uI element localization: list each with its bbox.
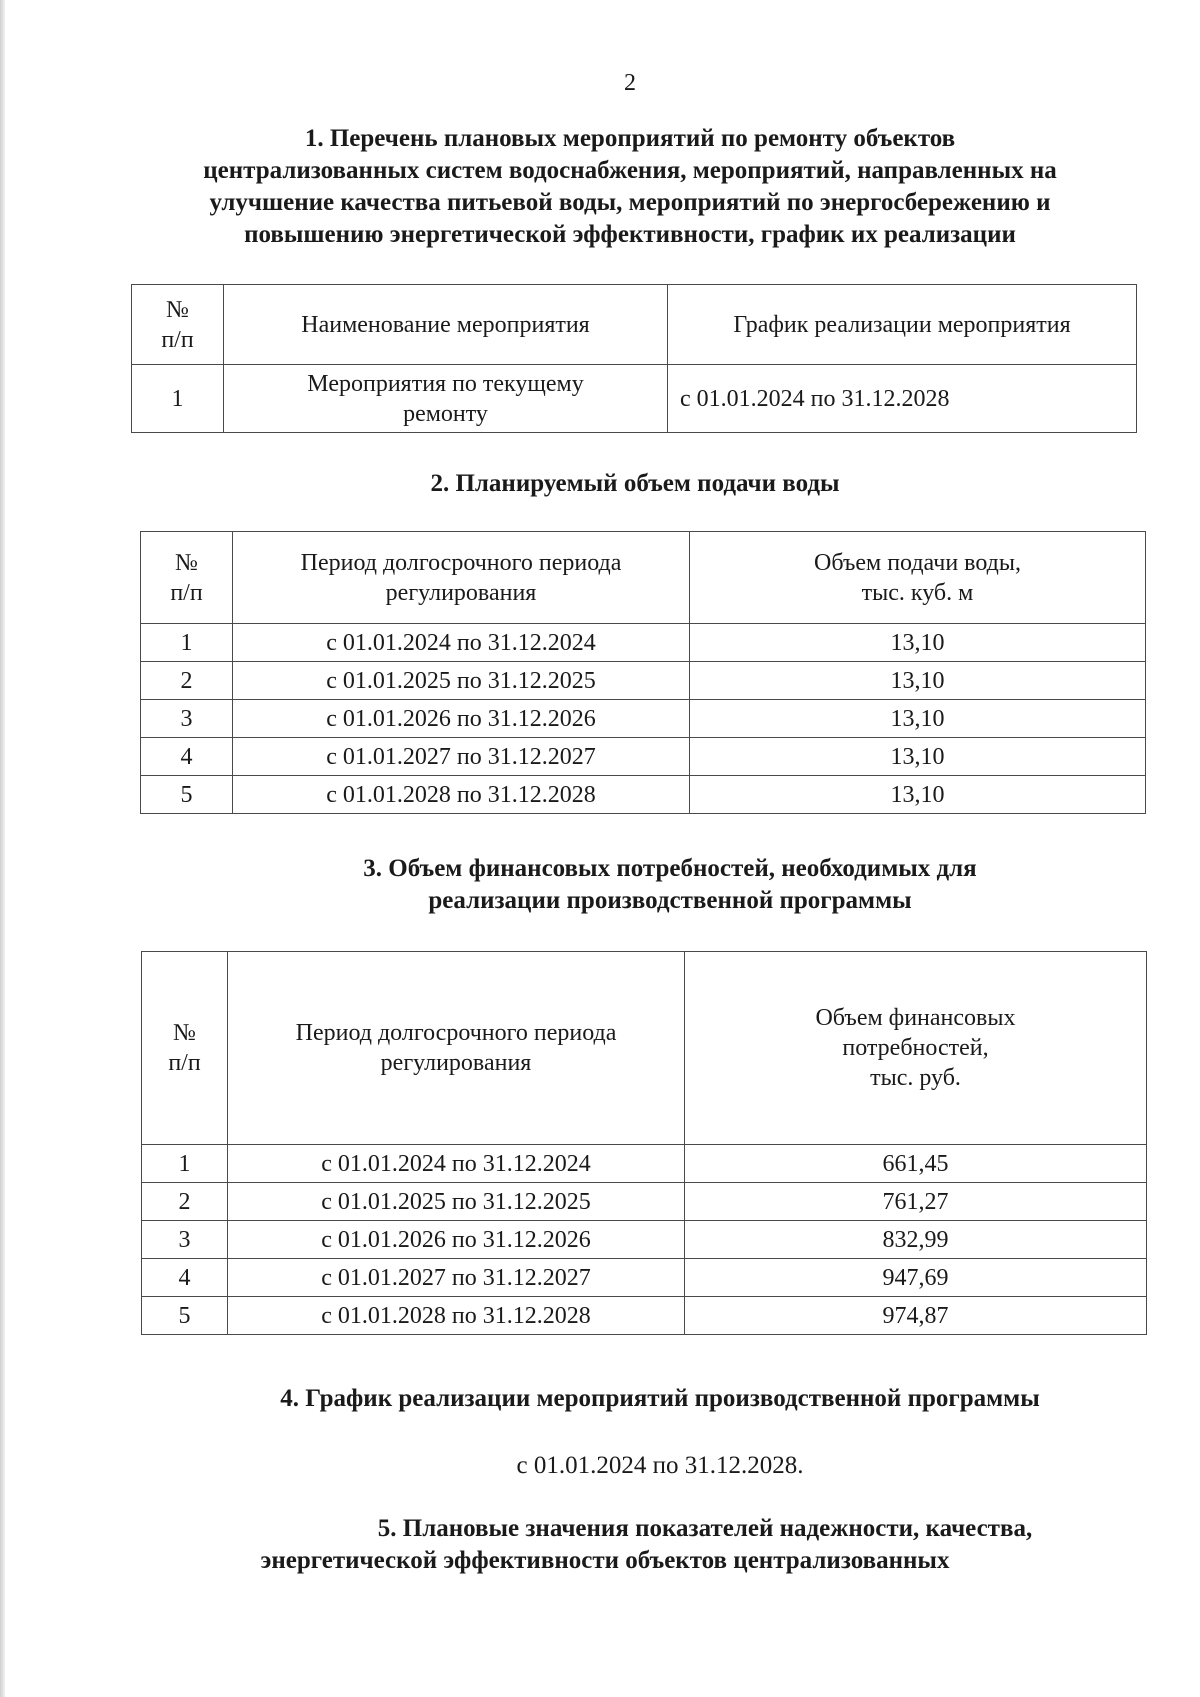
header-number	[142, 952, 228, 1145]
row-period: с 01.01.2027 по 31.12.2027	[233, 738, 690, 776]
measures-table	[131, 284, 1137, 433]
section-3-title-line: реализации производственной программы	[428, 887, 912, 914]
row-number: 3	[142, 1221, 228, 1259]
table-row	[142, 1183, 1147, 1221]
header-number	[141, 532, 233, 624]
row-water-volume: 13,10	[690, 662, 1146, 700]
header-financial-volume	[685, 952, 1147, 1145]
header-number-line: п/п	[170, 579, 203, 606]
row-financial-volume: 832,99	[685, 1221, 1147, 1259]
measure-name	[224, 365, 668, 433]
table-header-row	[141, 532, 1146, 624]
row-period: с 01.01.2028 по 31.12.2028	[233, 776, 690, 814]
measure-schedule: с 01.01.2024 по 31.12.2028	[668, 365, 1137, 433]
row-number: 1	[142, 1145, 228, 1183]
table-row	[141, 662, 1146, 700]
table-row	[141, 624, 1146, 662]
section-2-title: 2. Планируемый объем подачи воды	[430, 470, 840, 497]
row-period: с 01.01.2027 по 31.12.2027	[228, 1259, 685, 1297]
section-1-title-line: 1. Перечень плановых мероприятий по ремонту объектов	[304, 125, 956, 152]
header-number-line: п/п	[161, 326, 194, 353]
row-period: с 01.01.2028 по 31.12.2028	[228, 1297, 685, 1335]
row-period: с 01.01.2024 по 31.12.2024	[228, 1145, 685, 1183]
section-4-period: с 01.01.2024 по 31.12.2028.	[516, 1452, 804, 1479]
header-number-line: №	[166, 296, 189, 323]
row-financial-volume: 661,45	[685, 1145, 1147, 1183]
row-period: с 01.01.2026 по 31.12.2026	[233, 700, 690, 738]
row-number: 4	[141, 738, 233, 776]
row-period: с 01.01.2024 по 31.12.2024	[233, 624, 690, 662]
section-4-title: 4. График реализации мероприятий производственной программы	[280, 1385, 1040, 1412]
header-number	[132, 285, 224, 365]
header-period-line: Период долгосрочного периода	[300, 549, 622, 576]
page-number: 2	[624, 70, 636, 96]
table-row	[141, 700, 1146, 738]
row-water-volume: 13,10	[690, 624, 1146, 662]
section-5-title-line: энергетической эффективности объектов централизованных	[260, 1547, 950, 1574]
table-row	[141, 776, 1146, 814]
scan-edge	[0, 0, 5, 1697]
table-row	[141, 738, 1146, 776]
table-row	[142, 1259, 1147, 1297]
row-period: с 01.01.2026 по 31.12.2026	[228, 1221, 685, 1259]
header-water-volume	[690, 532, 1146, 624]
table-header-row	[132, 285, 1137, 365]
header-water-volume-line: Объем подачи воды,	[814, 549, 1021, 576]
row-number: 1	[132, 365, 224, 433]
row-period: с 01.01.2025 по 31.12.2025	[233, 662, 690, 700]
section-3-title	[245, 853, 1095, 917]
header-period-line: регулирования	[380, 1050, 532, 1076]
row-period: с 01.01.2025 по 31.12.2025	[228, 1183, 685, 1221]
row-financial-volume: 974,87	[685, 1297, 1147, 1335]
measure-name-line: ремонту	[403, 400, 488, 427]
row-water-volume: 13,10	[690, 738, 1146, 776]
header-schedule: График реализации мероприятия	[668, 285, 1137, 365]
header-period	[233, 532, 690, 624]
row-financial-volume: 947,69	[685, 1259, 1147, 1297]
measure-name-line: Мероприятия по текущему	[307, 370, 584, 397]
section-1-title	[130, 123, 1130, 251]
row-number: 2	[141, 662, 233, 700]
header-financial-volume-line: потребностей,	[842, 1035, 989, 1061]
header-period-line: регулирования	[385, 579, 537, 606]
section-1-title-line: централизованных систем водоснабжения, мероприятий, направленных на	[203, 157, 1057, 184]
row-number: 1	[141, 624, 233, 662]
table-row	[142, 1297, 1147, 1335]
section-1-title-line: улучшение качества питьевой воды, мероприятий по энергосбережению и	[209, 189, 1051, 216]
row-number: 4	[142, 1259, 228, 1297]
row-number: 5	[141, 776, 233, 814]
header-period-line: Период долгосрочного периода	[295, 1020, 617, 1046]
row-water-volume: 13,10	[690, 700, 1146, 738]
header-financial-volume-line: тыс. руб.	[870, 1065, 961, 1091]
header-period	[228, 952, 685, 1145]
header-financial-volume-line: Объем финансовых	[815, 1005, 1016, 1031]
section-1-title-line: повышению энергетической эффективности, график их реализации	[244, 221, 1016, 248]
section-3-title-line: 3. Объем финансовых потребностей, необходимых для	[363, 855, 977, 882]
header-number-line: №	[173, 1020, 196, 1046]
water-supply-table	[140, 531, 1146, 814]
row-number: 3	[141, 700, 233, 738]
row-number: 5	[142, 1297, 228, 1335]
header-number-line: №	[175, 549, 198, 576]
table-row	[142, 1221, 1147, 1259]
financial-needs-table	[141, 951, 1147, 1335]
row-water-volume: 13,10	[690, 776, 1146, 814]
table-row	[132, 365, 1137, 433]
header-measure-name: Наименование мероприятия	[224, 285, 668, 365]
table-header-row	[142, 952, 1147, 1145]
row-financial-volume: 761,27	[685, 1183, 1147, 1221]
header-water-volume-line: тыс. куб. м	[861, 579, 974, 606]
section-5-title-line: 5. Плановые значения показателей надежности, качества,	[377, 1515, 1033, 1542]
header-number-line: п/п	[168, 1050, 201, 1076]
row-number: 2	[142, 1183, 228, 1221]
table-row	[142, 1145, 1147, 1183]
section-5-title	[185, 1513, 1135, 1577]
